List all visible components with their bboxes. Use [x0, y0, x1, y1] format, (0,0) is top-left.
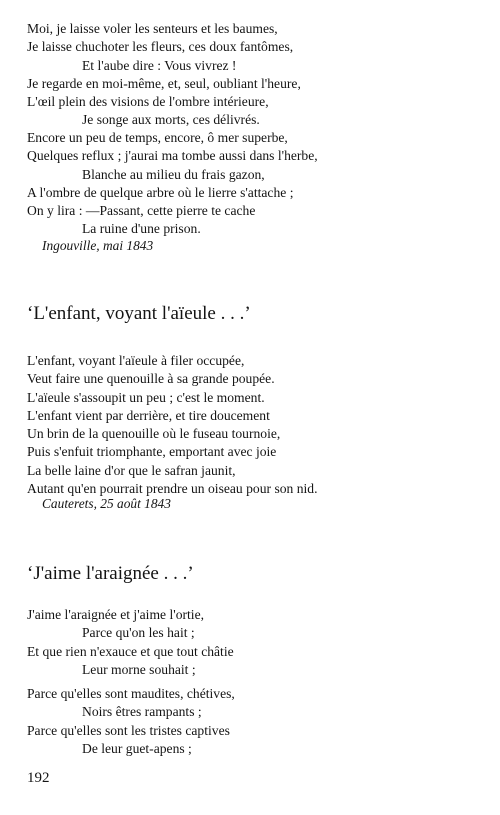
poem3-title: ‘J'aime l'araignée . . .’	[27, 563, 194, 584]
page-number: 192	[27, 770, 50, 786]
verse-line: J'aime l'araignée et j'aime l'ortie,	[27, 607, 204, 622]
verse-line: De leur guet-apens ;	[82, 740, 192, 756]
verse-line: Noirs êtres rampants ;	[82, 704, 202, 720]
poem2-dateline: Cauterets, 25 août 1843	[42, 496, 171, 511]
poem1-dateline: Ingouville, mai 1843	[42, 238, 154, 253]
verse-line: Quelques reflux ; j'aurai ma tombe aussi dans l'herbe,	[27, 148, 318, 164]
poem1-stanza-2	[27, 129, 318, 239]
verse-line: Parce qu'elles sont maudites, chétives,	[27, 686, 235, 701]
poem1-stanza-1	[27, 20, 301, 130]
verse-line: Blanche au milieu du frais gazon,	[82, 166, 265, 182]
poem3-stanza-1	[27, 606, 234, 679]
verse-line: Moi, je laisse voler les senteurs et les baumes,	[27, 21, 278, 36]
verse-line: L'enfant, voyant l'aïeule à filer occupée,	[27, 353, 245, 368]
verse-line: Encore un peu de temps, encore, ô mer superbe,	[27, 130, 288, 145]
verse-line: Autant qu'en pourrait prendre un oiseau pour son nid.	[27, 481, 318, 497]
verse-line: Et l'aube dire : Vous vivrez !	[82, 57, 237, 73]
verse-line: Je laisse chuchoter les fleurs, ces doux fantômes,	[27, 39, 294, 55]
verse-line: Je regarde en moi-même, et, seul, oubliant l'heure,	[27, 75, 301, 91]
poem3-stanza-2	[27, 685, 235, 758]
verse-line: On y lira : —Passant, cette pierre te cache	[27, 203, 256, 219]
verse-line: L'enfant vient par derrière, et tire doucement	[27, 407, 270, 423]
poem2-title: ‘L'enfant, voyant l'aïeule . . .’	[27, 303, 251, 324]
verse-line: La ruine d'une prison.	[82, 221, 201, 237]
verse-line: Un brin de la quenouille où le fuseau tournoie,	[27, 426, 281, 442]
verse-line: Je songe aux morts, ces délivrés.	[82, 112, 260, 128]
verse-line: Parce qu'on les hait ;	[82, 625, 195, 641]
verse-line: Puis s'enfuit triomphante, emportant avec joie	[27, 444, 277, 460]
verse-line: La belle laine d'or que le safran jaunit,	[27, 462, 236, 478]
verse-line: Veut faire une quenouille à sa grande poupée.	[27, 371, 275, 387]
verse-line: Et que rien n'exauce et que tout châtie	[27, 643, 234, 659]
verse-line: L'œil plein des visions de l'ombre intérieure,	[27, 94, 269, 110]
verse-line: Parce qu'elles sont les tristes captives	[27, 722, 230, 738]
poem2-stanza-1	[27, 352, 318, 498]
verse-line: A l'ombre de quelque arbre où le lierre s'attache ;	[27, 184, 294, 200]
verse-line: L'aïeule s'assoupit un peu ; c'est le moment.	[27, 389, 265, 405]
verse-line: Leur morne souhait ;	[82, 661, 196, 677]
